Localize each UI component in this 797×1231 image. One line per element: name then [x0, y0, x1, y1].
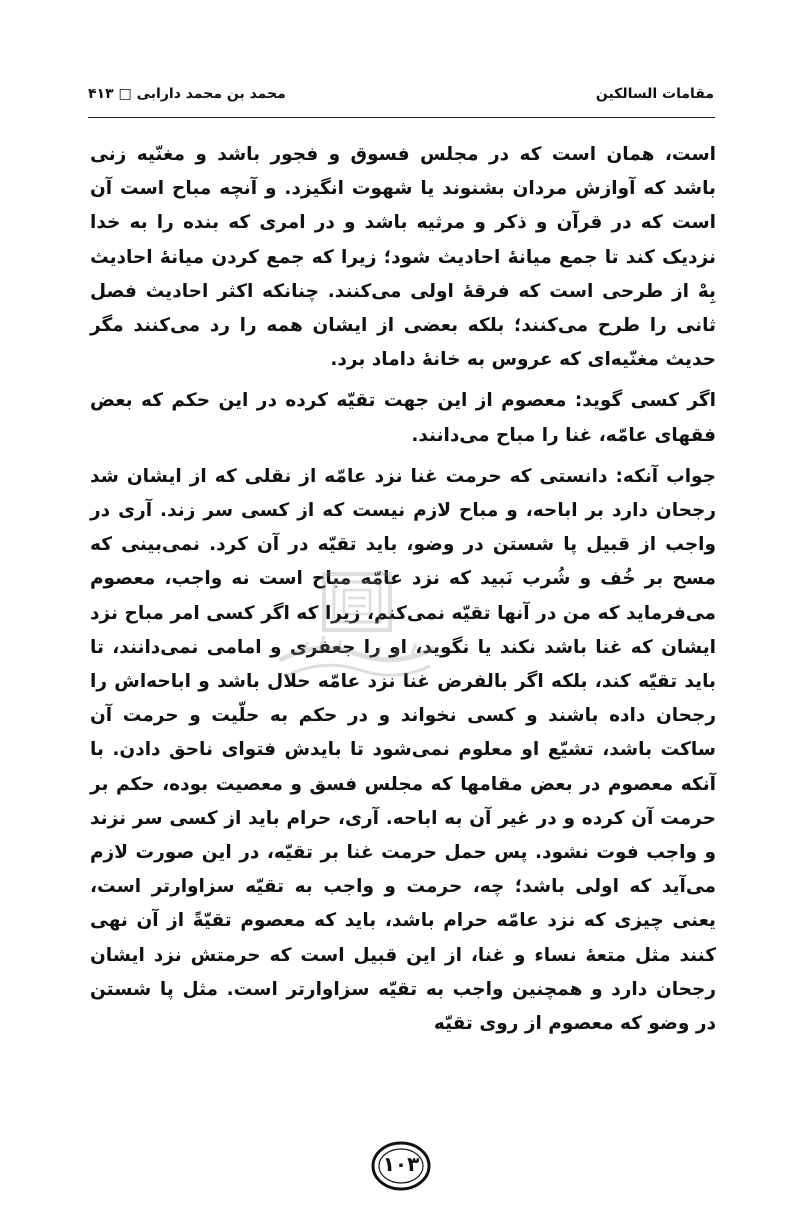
paragraph: جواب آنکه: دانستی که حرمت غنا نزد عامّه از نقلی که از ایشان شد رجحان دارد بر اباحه، و مباح لازم نیست که از کسی سر زند. آری در واجب از قبیل پا شستن در وضو، باید تقیّه در آن کرد. نمی‌بینی که مسح بر خُف و شُرب نَبید که نزد عامّه مباح است نه واجب، معصوم می‌فرماید که من در آنها تقیّه نمی‌کنم، زیرا که اگر کسی امر مباح نزد ایشان که غنا باشد نکند یا نگوید، او را جعفری و امامی نمی‌دانند، تا باید تقیّه کند، بلکه اگر بالفرض غنا نزد عامّه حلال باشد و اباحه‌اش را رجحان داده باشند و کسی نخواند و در حکم به حلّیت و حرمت آن ساکت باشد، تشیّع او معلوم نمی‌شود تا بایدش فتوای ناحق دادن. با آنکه معصوم در بعض مقامها که مجلس فسق و معصیت بوده، حکم بر حرمت آن کرده و در غیر آن به اباحه. آری، حرام باید از کسی سر نزند و واجب فوت نشود. پس حمل حرمت غنا بر تقیّه، در این صورت لازم می‌آید که اولی باشد؛ چه، حرمت و واجب به تقیّه سزاوارتر است، یعنی چیزی که نزد عامّه حرام باشد، باید که معصوم تقیّةً از آن نهی کنند مثل متعهٔ نساء و غنا، از این قبیل است که حرمتش نزد ایشان رجحان دارد و همچنین واجب به تقیّه سزاوارتر است. مثل پا شستن در وضو که معصوم از روی تقیّه [90, 465, 716, 1035]
paragraph: اگر کسی گوید: معصوم از این جهت تقیّه کرده در این حکم که بعض فقهای عامّه، غنا را مباح می‌دانند. [90, 390, 716, 446]
body-text [90, 138, 716, 1041]
book-title: مقامات السالکین [595, 86, 714, 102]
page-number-label: ۱۰۳ [382, 1152, 420, 1176]
author-and-page: محمد بن محمد دارابی □ ۴۱۳ [88, 86, 286, 102]
paragraph: است، همان است که در مجلس فسوق و فجور باشد و مغنّیه زنی باشد که آوازش مردان بشنوند یا شهوت انگیزد. و آنچه مباح است آن است که در قرآن و ذکر و مرثیه باشد و در امری که بنده را به خدا نزدیک کند تا جمع میانهٔ احادیث شود؛ زیرا که جمع کردن میانهٔ احادیث بِهْ از طرحی است که فرقهٔ اولی می‌کنند. چنانکه اکثر احادیث فصل ثانی را طرح می‌کنند؛ بلکه بعضی از ایشان همه را رد می‌کنند مگر حدیث مغنّیه‌ای که عروس به خانهٔ داماد برد. [90, 144, 716, 371]
running-header [88, 86, 714, 110]
header-rule [88, 117, 715, 118]
page-number [370, 1139, 432, 1193]
